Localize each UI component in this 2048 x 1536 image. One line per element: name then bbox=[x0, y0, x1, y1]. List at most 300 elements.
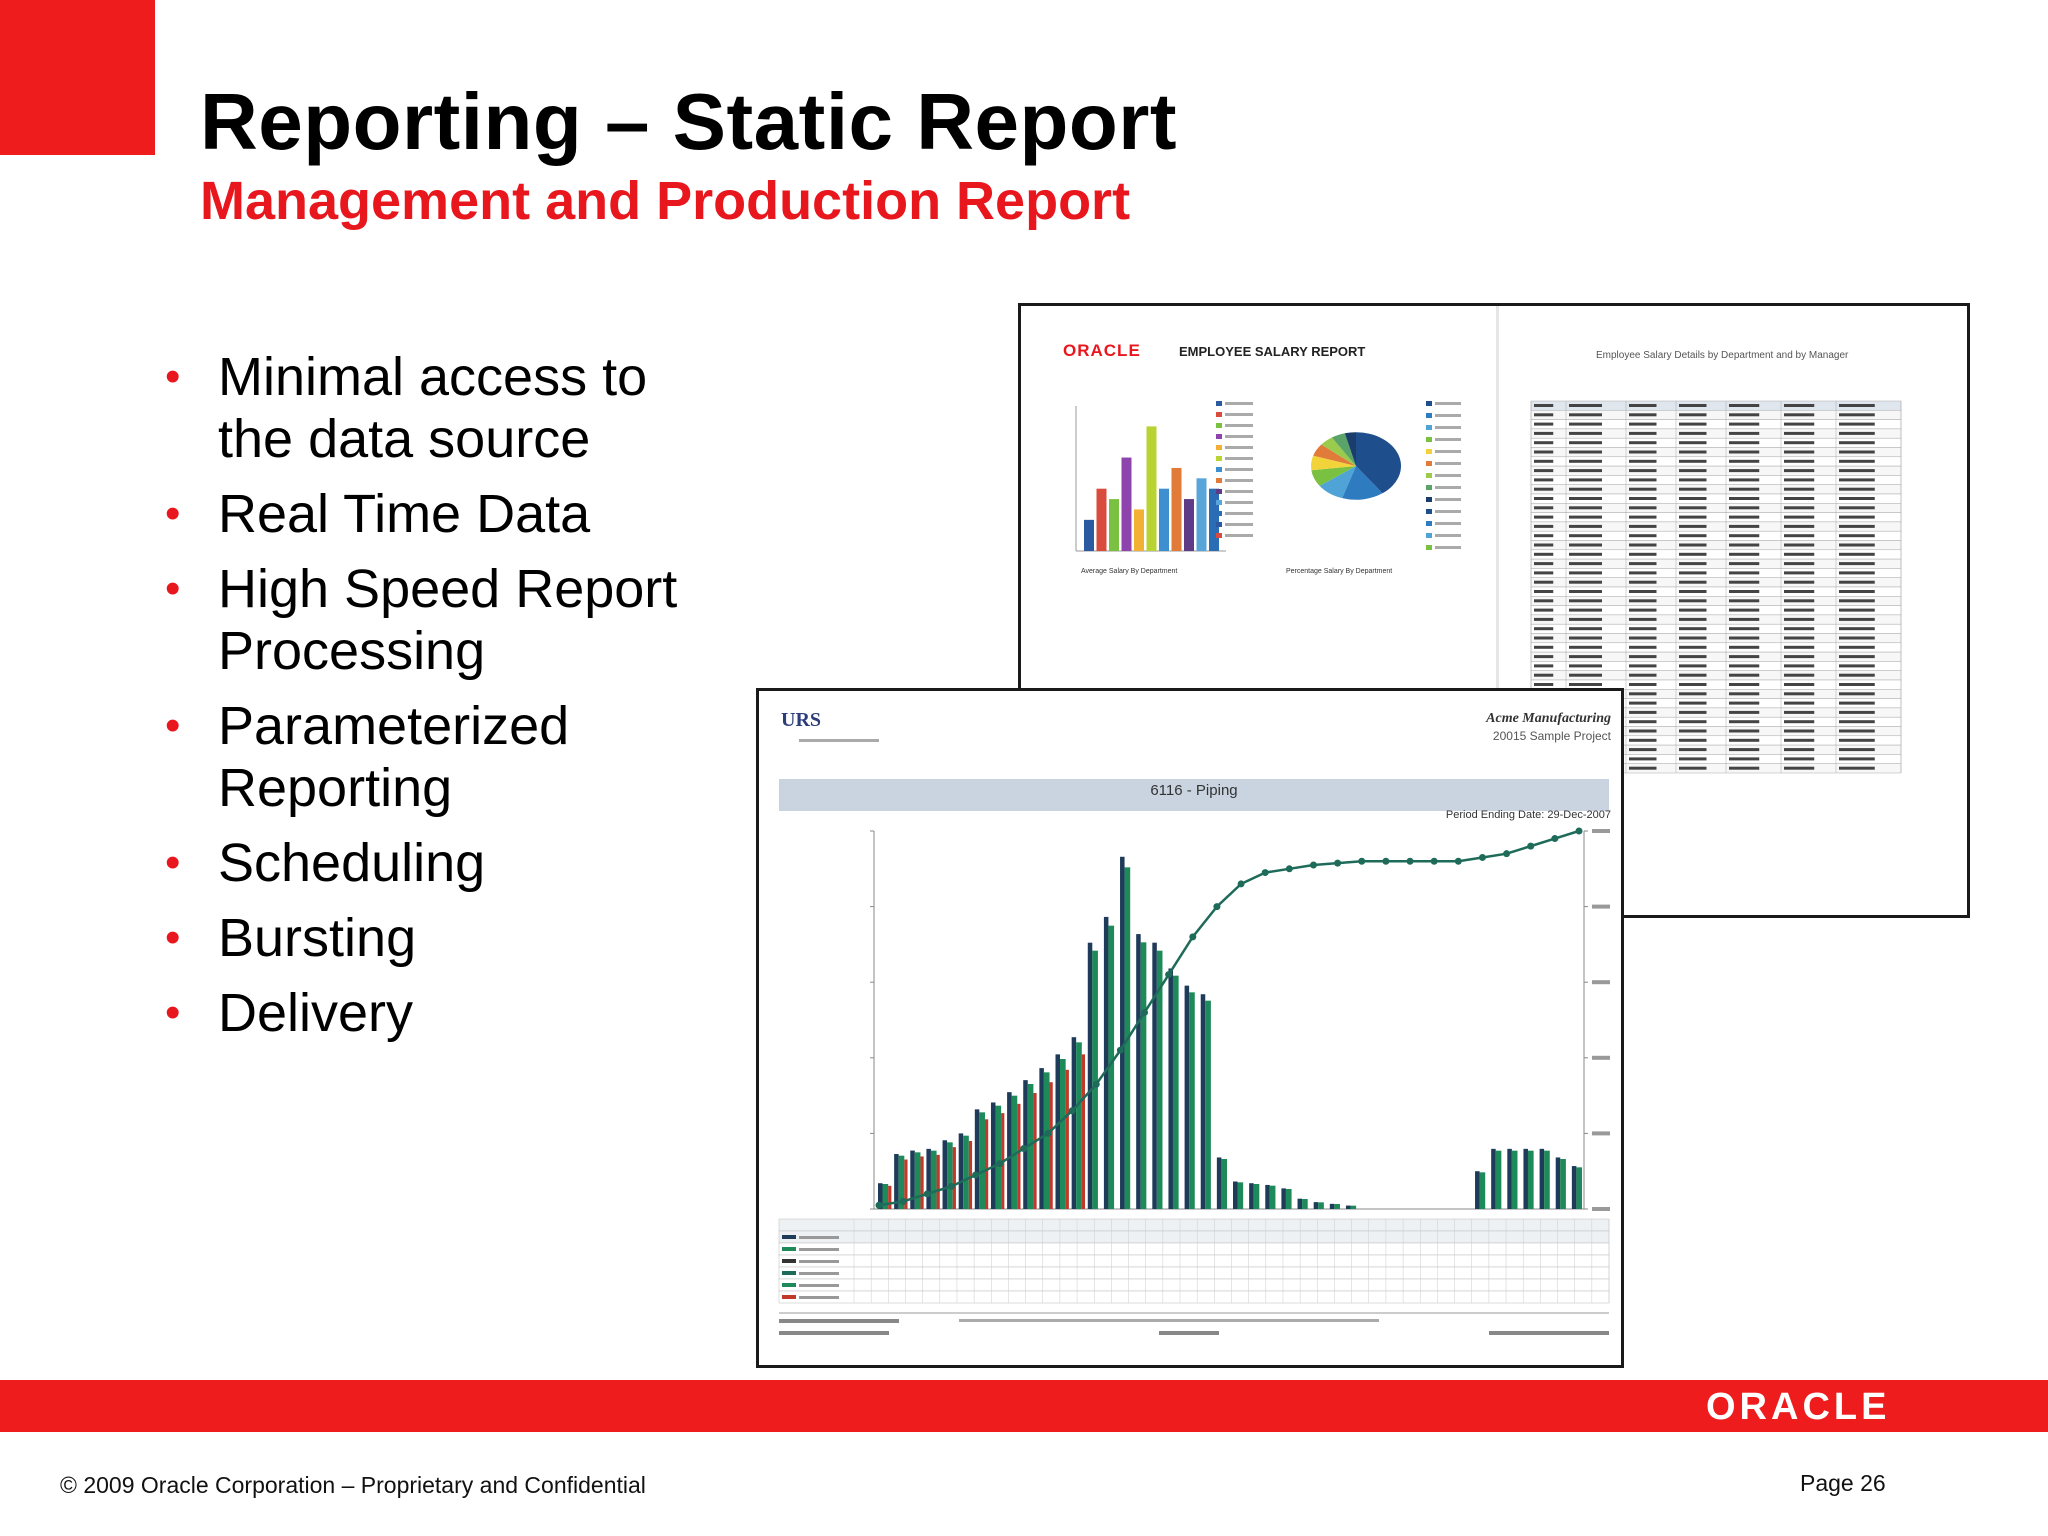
progress-point bbox=[1407, 858, 1414, 865]
table-cell-text bbox=[1534, 618, 1553, 621]
legend-swatch bbox=[1216, 533, 1222, 538]
table-cell-text bbox=[1839, 627, 1875, 630]
progress-point bbox=[1503, 850, 1510, 857]
bullet-marker: • bbox=[165, 988, 181, 1037]
table-cell-text bbox=[1534, 451, 1553, 454]
table-cell-text bbox=[1784, 441, 1814, 444]
table-cell-text bbox=[1569, 451, 1602, 454]
table-cell-text bbox=[1534, 627, 1553, 630]
table-cell-text bbox=[1629, 683, 1657, 686]
table-cell-text bbox=[1569, 460, 1602, 463]
table-cell-text bbox=[1729, 413, 1759, 416]
forecast-bar bbox=[1141, 942, 1147, 1209]
table-cell-text bbox=[1839, 460, 1875, 463]
slide-subtitle: Management and Production Report bbox=[200, 171, 1131, 231]
table-cell-text bbox=[1679, 646, 1707, 649]
table-cell-text bbox=[1729, 516, 1759, 519]
table-cell-text bbox=[1629, 581, 1657, 584]
legend-swatch bbox=[1216, 489, 1222, 494]
plan-bar bbox=[1346, 1206, 1351, 1209]
table-cell-text bbox=[1784, 683, 1814, 686]
table-cell-text bbox=[1679, 748, 1707, 751]
table-cell-text bbox=[1569, 646, 1602, 649]
table-cell-text bbox=[1679, 757, 1707, 760]
salary-bar bbox=[1184, 499, 1194, 551]
table-cell-text bbox=[1679, 767, 1707, 770]
table-cell-text bbox=[1679, 655, 1707, 658]
table-cell-text bbox=[1569, 516, 1602, 519]
table-cell-text bbox=[1839, 739, 1875, 742]
table-cell-text bbox=[1784, 497, 1814, 500]
table-cell-text bbox=[1839, 469, 1875, 472]
legend-swatch bbox=[1216, 500, 1222, 505]
forecast-bar bbox=[1173, 976, 1179, 1209]
salary-report-title: EMPLOYEE SALARY REPORT bbox=[1179, 344, 1366, 359]
table-cell-text bbox=[1729, 646, 1759, 649]
progress-point bbox=[876, 1202, 883, 1209]
table-cell-text bbox=[1679, 423, 1707, 426]
table-cell-text bbox=[1569, 441, 1602, 444]
progress-point bbox=[1382, 858, 1389, 865]
series-legend-swatch bbox=[782, 1247, 796, 1251]
table-cell-text bbox=[1784, 469, 1814, 472]
slide-title: Reporting – Static Report bbox=[200, 77, 1178, 166]
table-cell-text bbox=[1839, 553, 1875, 556]
table-cell-text bbox=[1729, 488, 1759, 491]
table-cell-text bbox=[1839, 720, 1875, 723]
table-cell-text bbox=[1679, 525, 1707, 528]
table-cell-text bbox=[1569, 655, 1602, 658]
table-cell-text bbox=[1729, 748, 1759, 751]
table-cell-text bbox=[1784, 637, 1814, 640]
table-cell-text bbox=[1534, 562, 1553, 565]
plan-bar bbox=[1201, 994, 1206, 1209]
table-cell-text bbox=[1534, 423, 1553, 426]
plan-bar bbox=[1523, 1149, 1528, 1209]
data-table-row bbox=[779, 1279, 1609, 1291]
series-legend-swatch bbox=[782, 1259, 796, 1263]
table-cell-text bbox=[1784, 590, 1814, 593]
forecast-bar bbox=[1480, 1172, 1486, 1209]
table-cell-text bbox=[1629, 618, 1657, 621]
forecast-bar bbox=[1189, 992, 1195, 1209]
bullet-item bbox=[165, 695, 725, 819]
table-cell-text bbox=[1729, 404, 1759, 407]
table-cell-text bbox=[1784, 404, 1814, 407]
progress-point bbox=[1431, 858, 1438, 865]
corner-accent-block bbox=[0, 0, 155, 155]
salary-bar bbox=[1172, 468, 1182, 551]
progress-point bbox=[1576, 828, 1583, 835]
table-cell-text bbox=[1569, 562, 1602, 565]
table-cell-text bbox=[1629, 655, 1657, 658]
actual-bar bbox=[1017, 1104, 1020, 1209]
table-cell-text bbox=[1569, 683, 1602, 686]
table-cell-text bbox=[1629, 692, 1657, 695]
table-cell-text bbox=[1784, 674, 1814, 677]
oracle-logo: ORACLE bbox=[1063, 341, 1141, 360]
table-cell-text bbox=[1784, 423, 1814, 426]
table-cell-text bbox=[1679, 478, 1707, 481]
forecast-bar bbox=[947, 1142, 953, 1209]
table-cell-text bbox=[1729, 609, 1759, 612]
forecast-bar bbox=[931, 1151, 937, 1209]
table-cell-text bbox=[1729, 571, 1759, 574]
table-cell-text bbox=[1569, 478, 1602, 481]
forecast-bar bbox=[1270, 1186, 1276, 1209]
table-cell-text bbox=[1784, 562, 1814, 565]
table-cell-text bbox=[1569, 534, 1602, 537]
table-cell-text bbox=[1839, 692, 1875, 695]
table-cell-text bbox=[1839, 757, 1875, 760]
legend-text-line bbox=[1225, 457, 1253, 460]
table-cell-text bbox=[1569, 553, 1602, 556]
table-cell-text bbox=[1729, 460, 1759, 463]
table-cell-text bbox=[1679, 497, 1707, 500]
y-tick-label bbox=[1592, 1056, 1610, 1060]
table-cell-text bbox=[1569, 618, 1602, 621]
table-cell-text bbox=[1839, 544, 1875, 547]
table-cell-text bbox=[1784, 478, 1814, 481]
table-cell-text bbox=[1839, 423, 1875, 426]
table-cell-text bbox=[1679, 702, 1707, 705]
table-cell-text bbox=[1839, 497, 1875, 500]
table-cell-text bbox=[1839, 413, 1875, 416]
legend-swatch bbox=[1426, 461, 1432, 466]
table-cell-text bbox=[1679, 739, 1707, 742]
table-cell-text bbox=[1729, 590, 1759, 593]
bullet-item bbox=[165, 982, 725, 1044]
table-cell-text bbox=[1629, 730, 1657, 733]
table-cell-text bbox=[1534, 525, 1553, 528]
actual-bar bbox=[937, 1155, 940, 1209]
table-cell-text bbox=[1569, 506, 1602, 509]
legend-swatch bbox=[1426, 521, 1432, 526]
table-cell-text bbox=[1679, 664, 1707, 667]
data-table-row bbox=[779, 1267, 1609, 1279]
table-cell-text bbox=[1629, 432, 1657, 435]
plan-bar bbox=[1217, 1157, 1222, 1209]
table-cell-text bbox=[1629, 478, 1657, 481]
table-cell-text bbox=[1679, 441, 1707, 444]
legend-text-line bbox=[1435, 522, 1461, 525]
forecast-bar bbox=[1221, 1159, 1227, 1209]
forecast-bar bbox=[1496, 1151, 1502, 1209]
table-cell-text bbox=[1729, 674, 1759, 677]
table-cell-text bbox=[1784, 451, 1814, 454]
logo-tagline bbox=[799, 739, 879, 742]
table-cell-text bbox=[1839, 637, 1875, 640]
table-cell-text bbox=[1534, 413, 1553, 416]
table-cell-text bbox=[1569, 599, 1602, 602]
table-cell-text bbox=[1729, 423, 1759, 426]
table-cell-text bbox=[1569, 627, 1602, 630]
legend-swatch bbox=[1426, 425, 1432, 430]
table-cell-text bbox=[1729, 441, 1759, 444]
table-cell-text bbox=[1629, 627, 1657, 630]
legend-text-line bbox=[1435, 498, 1461, 501]
series-legend-swatch bbox=[782, 1295, 796, 1299]
bullet-text: Bursting bbox=[218, 908, 417, 968]
series-legend-swatch bbox=[782, 1235, 796, 1239]
progress-point bbox=[1238, 880, 1245, 887]
table-cell-text bbox=[1839, 441, 1875, 444]
report-footer-text bbox=[779, 1331, 889, 1335]
forecast-bar bbox=[1060, 1059, 1066, 1209]
progress-point bbox=[1358, 858, 1365, 865]
table-cell-text bbox=[1629, 664, 1657, 667]
table-cell-text bbox=[1839, 609, 1875, 612]
salary-details-title: Employee Salary Details by Department and by Manager bbox=[1596, 350, 1849, 361]
table-cell-text bbox=[1629, 404, 1657, 407]
urs-logo: URS bbox=[781, 709, 822, 731]
table-cell-text bbox=[1784, 525, 1814, 528]
legend-text-line bbox=[1225, 468, 1253, 471]
table-cell-text bbox=[1569, 488, 1602, 491]
table-cell-text bbox=[1679, 692, 1707, 695]
legend-swatch bbox=[1426, 401, 1432, 406]
table-cell-text bbox=[1679, 506, 1707, 509]
plan-bar bbox=[1233, 1182, 1238, 1209]
legend-text-line bbox=[1225, 501, 1253, 504]
table-cell-text bbox=[1629, 720, 1657, 723]
plan-bar bbox=[1572, 1166, 1577, 1209]
table-cell-text bbox=[1534, 497, 1553, 500]
legend-swatch bbox=[1216, 456, 1222, 461]
table-cell-text bbox=[1629, 413, 1657, 416]
table-cell-text bbox=[1629, 423, 1657, 426]
table-cell-text bbox=[1839, 506, 1875, 509]
table-cell-text bbox=[1839, 599, 1875, 602]
forecast-bar bbox=[1302, 1199, 1308, 1209]
table-cell-text bbox=[1679, 544, 1707, 547]
table-cell-text bbox=[1679, 711, 1707, 714]
plan-bar bbox=[1152, 943, 1157, 1209]
table-cell-text bbox=[1784, 730, 1814, 733]
actual-bar bbox=[985, 1119, 988, 1209]
actual-bar bbox=[920, 1156, 923, 1209]
company-name: Acme Manufacturing bbox=[1486, 711, 1611, 726]
table-cell-text bbox=[1534, 609, 1553, 612]
legend-text-line bbox=[1435, 426, 1461, 429]
table-cell-text bbox=[1629, 553, 1657, 556]
legend-swatch bbox=[1216, 467, 1222, 472]
table-cell-text bbox=[1679, 590, 1707, 593]
legend-swatch bbox=[1426, 413, 1432, 418]
legend-text-line bbox=[1435, 474, 1461, 477]
plan-bar bbox=[894, 1154, 899, 1209]
bullet-marker: • bbox=[165, 352, 181, 401]
table-cell-text bbox=[1629, 767, 1657, 770]
plan-bar bbox=[959, 1133, 964, 1209]
table-cell-text bbox=[1784, 748, 1814, 751]
data-table-row bbox=[779, 1219, 1609, 1231]
table-cell-text bbox=[1839, 674, 1875, 677]
plan-bar bbox=[1185, 986, 1190, 1209]
progress-point bbox=[1093, 1081, 1100, 1088]
table-cell-text bbox=[1679, 627, 1707, 630]
table-cell-text bbox=[1629, 711, 1657, 714]
legend-swatch bbox=[1216, 401, 1222, 406]
table-cell-text bbox=[1839, 571, 1875, 574]
plan-bar bbox=[1072, 1037, 1077, 1209]
table-cell-text bbox=[1534, 637, 1553, 640]
plan-bar bbox=[1265, 1185, 1270, 1209]
table-cell-text bbox=[1534, 655, 1553, 658]
legend-text-line bbox=[1225, 435, 1253, 438]
forecast-bar bbox=[915, 1152, 921, 1209]
y-tick-label bbox=[1592, 980, 1610, 984]
legend-text-line bbox=[1435, 450, 1461, 453]
table-cell-text bbox=[1629, 544, 1657, 547]
legend-text-line bbox=[1225, 446, 1253, 449]
plan-bar bbox=[1491, 1149, 1496, 1209]
table-cell-text bbox=[1839, 451, 1875, 454]
legend-swatch bbox=[1426, 473, 1432, 478]
table-cell-text bbox=[1534, 516, 1553, 519]
plan-bar bbox=[1104, 917, 1109, 1209]
table-cell-text bbox=[1629, 646, 1657, 649]
table-cell-text bbox=[1629, 441, 1657, 444]
page-number: Page 26 bbox=[1800, 1470, 1886, 1496]
legend-text-line bbox=[1225, 523, 1253, 526]
table-cell-text bbox=[1534, 441, 1553, 444]
salary-bar bbox=[1097, 489, 1107, 551]
progress-point bbox=[1020, 1145, 1027, 1152]
table-cell-text bbox=[1679, 404, 1707, 407]
bullet-text: High Speed Report Processing bbox=[218, 559, 678, 681]
table-cell-text bbox=[1784, 692, 1814, 695]
table-cell-text bbox=[1679, 460, 1707, 463]
table-cell-text bbox=[1729, 544, 1759, 547]
plan-bar bbox=[1540, 1149, 1545, 1209]
table-cell-text bbox=[1679, 637, 1707, 640]
forecast-bar bbox=[1205, 1001, 1211, 1209]
table-cell-text bbox=[1679, 720, 1707, 723]
table-cell-text bbox=[1729, 432, 1759, 435]
table-cell-text bbox=[1784, 506, 1814, 509]
table-cell-text bbox=[1679, 469, 1707, 472]
table-cell-text bbox=[1629, 739, 1657, 742]
table-cell-text bbox=[1679, 488, 1707, 491]
table-cell-text bbox=[1729, 655, 1759, 658]
plan-bar bbox=[943, 1140, 948, 1209]
table-cell-text bbox=[1569, 413, 1602, 416]
table-cell-text bbox=[1629, 599, 1657, 602]
table-cell-text bbox=[1729, 692, 1759, 695]
table-cell-text bbox=[1679, 609, 1707, 612]
table-cell-text bbox=[1729, 757, 1759, 760]
bullet-item bbox=[165, 558, 725, 682]
series-legend-label bbox=[799, 1284, 839, 1287]
table-cell-text bbox=[1839, 590, 1875, 593]
table-cell-text bbox=[1679, 413, 1707, 416]
table-cell-text bbox=[1729, 767, 1759, 770]
plan-bar bbox=[1056, 1054, 1061, 1209]
table-cell-text bbox=[1569, 432, 1602, 435]
table-cell-text bbox=[1629, 469, 1657, 472]
series-legend-label bbox=[799, 1236, 839, 1239]
table-cell-text bbox=[1569, 571, 1602, 574]
table-cell-text bbox=[1569, 404, 1602, 407]
legend-swatch bbox=[1216, 434, 1222, 439]
table-cell-text bbox=[1569, 423, 1602, 426]
progress-point bbox=[1069, 1107, 1076, 1114]
table-cell-text bbox=[1629, 497, 1657, 500]
table-cell-text bbox=[1534, 488, 1553, 491]
table-cell-text bbox=[1729, 637, 1759, 640]
actual-bar bbox=[1050, 1082, 1053, 1209]
table-cell-text bbox=[1569, 525, 1602, 528]
table-cell-text bbox=[1629, 506, 1657, 509]
table-cell-text bbox=[1679, 451, 1707, 454]
bullet-marker: • bbox=[165, 701, 181, 750]
plan-bar bbox=[1007, 1092, 1012, 1209]
table-cell-text bbox=[1784, 488, 1814, 491]
bullet-item bbox=[165, 832, 725, 894]
pie-chart-caption: Percentage Salary By Department bbox=[1286, 568, 1393, 575]
table-cell-text bbox=[1629, 516, 1657, 519]
bullet-item bbox=[165, 346, 725, 470]
table-cell-text bbox=[1839, 664, 1875, 667]
table-cell-text bbox=[1729, 469, 1759, 472]
table-cell-text bbox=[1534, 674, 1553, 677]
table-cell-text bbox=[1839, 730, 1875, 733]
table-cell-text bbox=[1629, 488, 1657, 491]
table-cell-text bbox=[1729, 683, 1759, 686]
table-cell-text bbox=[1534, 404, 1553, 407]
progress-point bbox=[1262, 869, 1269, 876]
bullet-text: Delivery bbox=[218, 983, 414, 1043]
progress-point bbox=[1455, 858, 1462, 865]
table-cell-text bbox=[1784, 739, 1814, 742]
legend-swatch bbox=[1216, 423, 1222, 428]
plan-bar bbox=[1023, 1080, 1028, 1209]
forecast-bar bbox=[1350, 1206, 1356, 1209]
plan-bar bbox=[1330, 1204, 1335, 1209]
table-cell-text bbox=[1629, 571, 1657, 574]
actual-bar bbox=[888, 1186, 891, 1209]
actual-bar bbox=[969, 1141, 972, 1209]
series-legend-swatch bbox=[782, 1271, 796, 1275]
table-cell-text bbox=[1569, 544, 1602, 547]
bullet-text: Parameterized Reporting bbox=[218, 696, 570, 818]
progress-point bbox=[1117, 1047, 1124, 1054]
salary-bar bbox=[1159, 489, 1169, 551]
bullet-text: Real Time Data bbox=[218, 484, 591, 544]
table-cell-text bbox=[1729, 711, 1759, 714]
table-cell-text bbox=[1729, 618, 1759, 621]
legend-text-line bbox=[1225, 512, 1253, 515]
table-cell-text bbox=[1784, 627, 1814, 630]
table-cell-text bbox=[1729, 553, 1759, 556]
table-cell-text bbox=[1534, 544, 1553, 547]
forecast-bar bbox=[1092, 951, 1098, 1209]
table-cell-text bbox=[1679, 562, 1707, 565]
table-cell-text bbox=[1784, 702, 1814, 705]
table-cell-text bbox=[1534, 534, 1553, 537]
table-cell-text bbox=[1839, 748, 1875, 751]
bullet-list bbox=[165, 346, 725, 1057]
series-legend-label bbox=[799, 1296, 839, 1299]
table-cell-text bbox=[1679, 571, 1707, 574]
legend-swatch bbox=[1216, 445, 1222, 450]
salary-bar bbox=[1122, 458, 1132, 551]
table-cell-text bbox=[1729, 451, 1759, 454]
table-cell-text bbox=[1729, 581, 1759, 584]
progress-point bbox=[1479, 854, 1486, 861]
progress-point bbox=[996, 1160, 1003, 1167]
